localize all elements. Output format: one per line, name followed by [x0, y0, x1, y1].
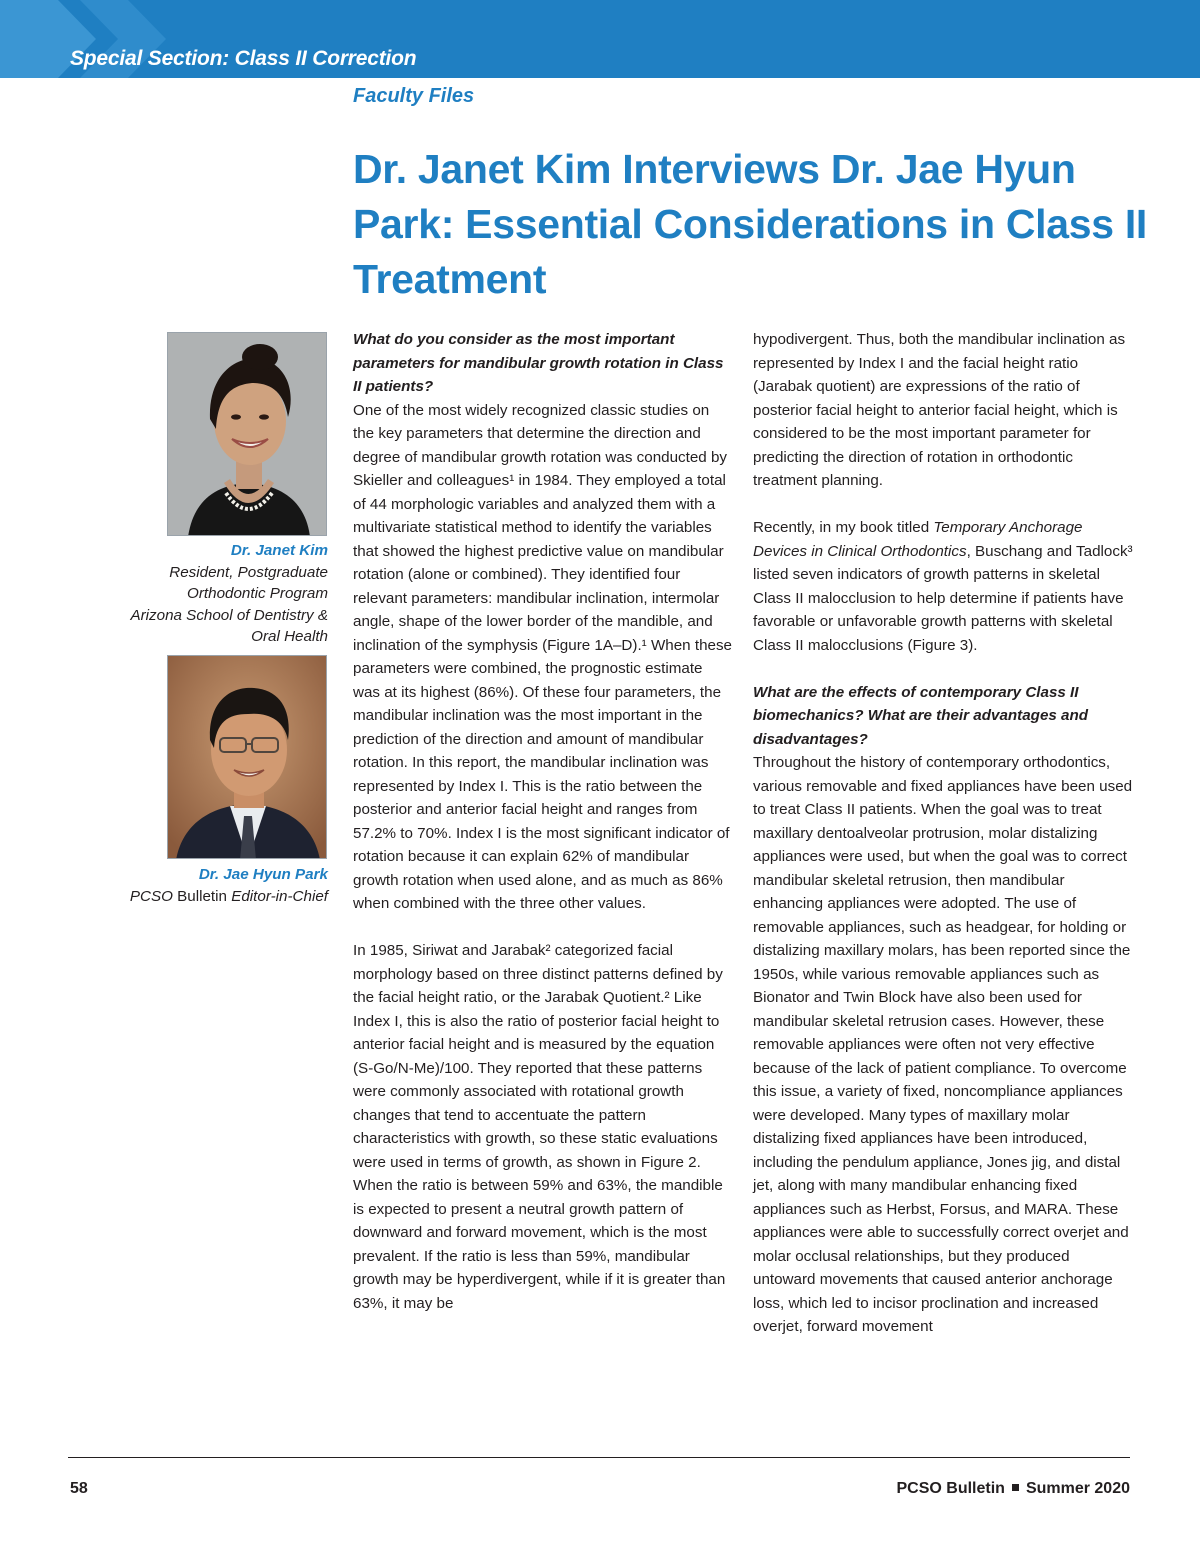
kicker: Faculty Files — [353, 85, 475, 107]
publication-name: PCSO Bulletin — [896, 1480, 1005, 1497]
section-banner — [0, 0, 1200, 78]
publication-footer — [896, 1480, 1130, 1498]
caption-jae-hyun-park — [60, 864, 328, 907]
person-affiliation: Resident, Postgraduate — [169, 563, 328, 581]
issue-date: Summer 2020 — [1025, 1480, 1130, 1497]
page-number: 58 — [70, 1480, 88, 1497]
person-name: Dr. Jae Hyun Park — [198, 866, 328, 883]
interview-question: What do you consider as the most important parameters for mandibular growth rotation in Class II patients? — [353, 331, 724, 395]
book-title: Temporary Anchorage Devices in Clinical Orthodontics — [753, 519, 1083, 560]
person-affiliation: Arizona School of Dentistry & — [130, 606, 328, 624]
person-affiliation: Oral Health — [251, 628, 328, 645]
body-paragraph: In 1985, Siriwat and Jarabak² categorized facial morphology based on three distinct patterns defined by the facial height ratio, or the Jarabak Quotient.² Like Index I, this is also the ratio of posterior facial height to anterior facial height and is measured by the equation (S-Go/N-Me)/100. They reported that these patterns were commonly associated with rotational growth changes that tend to accentuate the pattern characteristics with growth, so these static evaluations were used in terms of growth, as shown in Figure 2. When the ratio is between 59% and 63%, the mandible is expected to present a neutral growth pattern of downward and forward movement, which is the most prevalent. If the ratio is less than 59%, mandibular growth may be hyperdivergent, while if it is greater than 63%, it may be — [353, 942, 726, 1312]
portrait-janet-kim — [167, 332, 327, 536]
square-separator-icon — [1012, 1484, 1019, 1491]
body-paragraph: One of the most widely recognized classic studies on the key parameters that determine the direction and degree of mandibular growth rotation was conducted by Skieller and colleagues¹ in 1984. They employed a total of 44 morphologic variables and analyzed them with a multivariate statistical method to identify the variables that showed the highest predictive value on mandibular rotation (alone or combined). They identified four relevant parameters: mandibular inclination, intermolar angle, shape of the lower border of the mandible, and inclination of the symphysis (Figure 1A–D).¹ When these parameters were combined, the prognostic estimate was at its highest (86%). Of these four parameters, the mandibular inclination was the most important in the prediction of the direction and amount of mandibular rotation. In this report, the mandibular inclination was represented by Index I. This is the ratio between the posterior and anterior facial height and ranges from 57.2% to 70%. Index I is the most significant indicator of rotation because it can explain 62% of mandibular growth rotation when used alone, and as much as 86% when combined with the three other values. — [353, 401, 733, 912]
body-paragraph: Throughout the history of contemporary orthodontics, various removable and fixed appliances have been used to treat Class II patients. When the goal was to treat maxillary dentoalveolar protrusion, molar distalizing appliances were used, but when the goal was to correct mandibular skeletal retrusion, then mandibular enhancing appliances were adopted. The use of removable appliances, such as headgear, for holding or distalizing maxillary molars, has been reported since the 1950s, while various removable appliances such as Bionator and Twin Block have also been used for mandibular skeletal retrusion cases. However, these removable appliances were often not very effective because of the lack of patient compliance. To overcome this issue, a variety of fixed, noncompliance appliances were developed. Many types of maxillary molar distalizing fixed appliances have been introduced, including the pendulum appliance, Jones jig, and distal jet, along with many mandibular enhancing fixed appliances such as Herbst, Forsus, and MARA. These appliances were able to successfully correct overjet and molar occlusal relationships, but they produced untoward movements that caused anterior anchorage loss, which led to incisor proclination and increased overjet, forward movement — [753, 754, 1133, 1335]
section-label: Special Section: Class II Correction — [70, 47, 417, 70]
caption-janet-kim — [60, 540, 328, 648]
interview-question: What are the effects of contemporary Class II biomechanics? What are their advantages and disadvantages? — [753, 683, 1089, 748]
body-paragraph: Recently, in my book titled Temporary Anchorage Devices in Clinical Orthodontics, Buschang and Tadlock³ listed seven indicators of growth patterns in skeletal Class II malocclusion to help determine if patients have favorable or unfavorable growth patterns with skeletal Class II malocclusions (Figure 3). — [753, 519, 1133, 654]
body-paragraph: hypodivergent. Thus, both the mandibular inclination as represented by Index I and the facial height ratio (Jarabak quotient) are expressions of the ratio of posterior facial height to anterior facial height, which is considered to be the most important parameter for predicting the direction of rotation in orthodontic treatment planning. — [753, 331, 1126, 489]
article-column-2 — [753, 328, 1133, 1339]
person-affiliation: Orthodontic Program — [187, 585, 328, 602]
person-name: Dr. Janet Kim — [230, 542, 328, 559]
portrait-jae-hyun-park — [167, 655, 327, 859]
person-role: PCSO Bulletin Editor-in-Chief — [129, 887, 328, 905]
footer-rule — [68, 1457, 1130, 1458]
article-column-1 — [353, 328, 733, 1315]
article-title: Dr. Janet Kim Interviews Dr. Jae Hyun Park: Essential Considerations in Class II Treatment — [353, 146, 1148, 302]
